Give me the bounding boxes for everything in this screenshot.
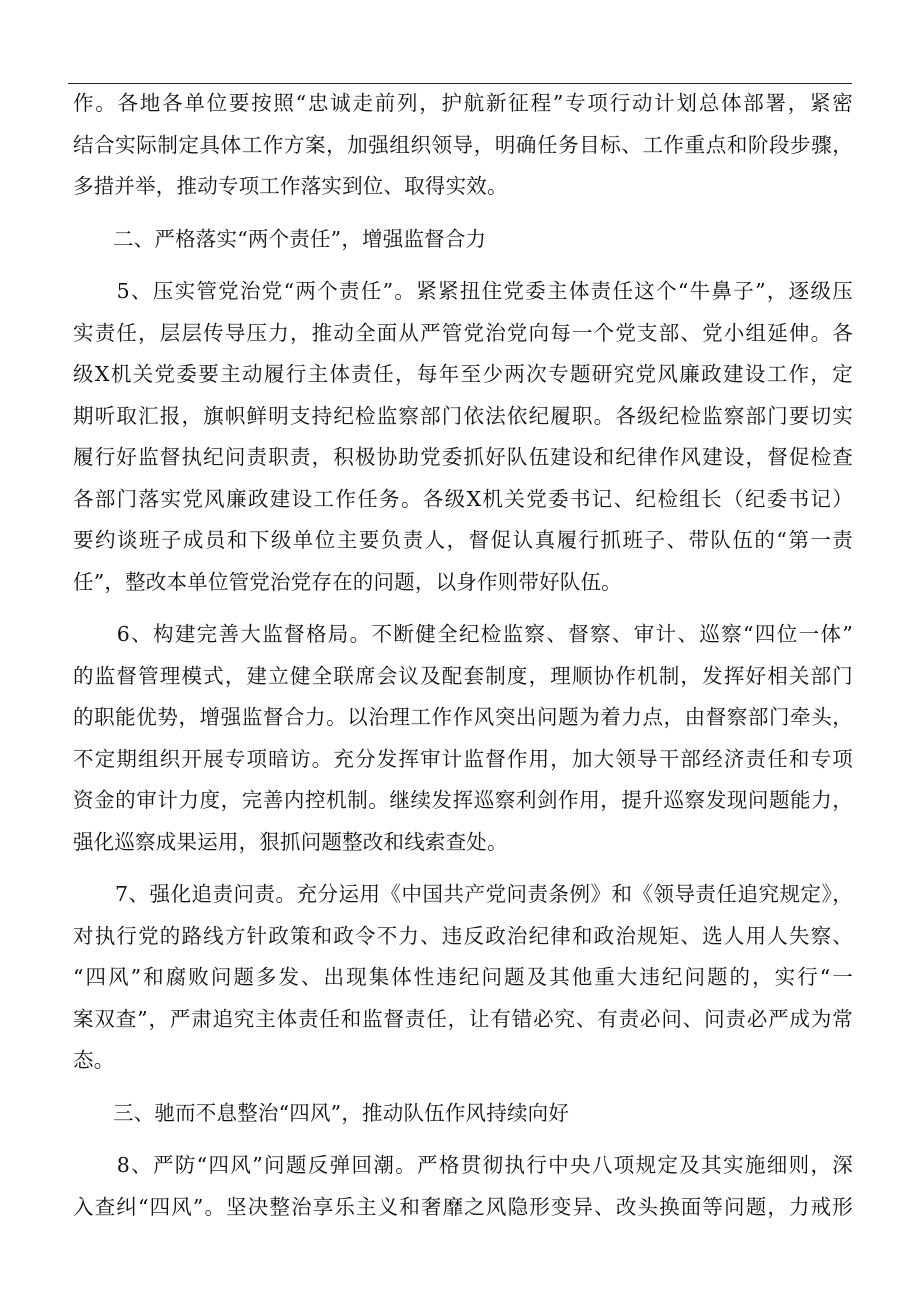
text-line: 履行好监督执纪问责职责，积极协助党委抓好队伍建设和纪律作风建设，督促检查 <box>73 445 853 469</box>
text-line: 结合实际制定具体工作方案，加强组织领导，明确任务目标、工作重点和阶段步骤， <box>73 132 853 157</box>
text-line: 的职能优势，增强监督合力。以治理工作作风突出问题为着力点，由督察部门牵头， <box>73 705 853 729</box>
section-heading-2: 二、严格落实“两个责任”，增强监督合力 <box>113 226 487 251</box>
text-line: 7、强化追责问责。充分运用《中国共产党问责条例》和《领导责任追究规定》， <box>73 882 853 906</box>
paragraph-item-5 <box>73 271 853 603</box>
paragraph-item-8 <box>73 1145 853 1228</box>
document-body <box>73 83 853 1228</box>
text-line: 资金的审计力度，完善内控机制。继续发挥巡察利剑作用，提升巡察发现问题能力， <box>73 788 853 812</box>
text-line: 作。各地各单位要按照“忠诚走前列，护航新征程”专项行动计划总体部署，紧密 <box>73 91 853 115</box>
text-line: 不定期组织开展专项暗访。充分发挥审计监督作用，加大领导干部经济责任和专项 <box>73 746 853 771</box>
text-line: 对执行党的路线方针政策和政令不力、违反政治纪律和政治规矩、选人用人失察、 <box>73 923 853 948</box>
paragraph-item-6 <box>73 614 853 863</box>
section-heading-3: 三、驰而不息整治“四风”，推动队伍作风持续向好 <box>113 1100 570 1125</box>
text-line: 案双查”，严肃追究主体责任和监督责任，让有错必究、有责必问、问责必严成为常 <box>73 1006 853 1031</box>
paragraph-continuation <box>73 83 853 208</box>
text-line: 强化巡察成果运用，狠抓问题整改和线索查处。 <box>73 829 508 854</box>
text-line: 6、构建完善大监督格局。不断健全纪检监察、督察、审计、巡察“四位一体” <box>73 622 853 646</box>
text-line: 多措并举，推动专项工作落实到位、取得实效。 <box>73 174 508 198</box>
text-line: 8、严防“四风”问题反弹回潮。严格贯彻执行中央八项规定及其实施细则，深 <box>73 1153 853 1177</box>
text-line: 要约谈班子成员和下级单位主要负责人，督促认真履行抓班子、带队伍的“第一责 <box>73 528 853 552</box>
text-line: 实责任，层层传导压力，推动全面从严管党治党向每一个党支部、党小组延伸。各 <box>73 320 853 345</box>
paragraph-item-7 <box>73 874 853 1082</box>
text-line: 任”，整改本单位管党治党存在的问题，以身作则带好队伍。 <box>73 569 622 594</box>
text-line: 的监督管理模式，建立健全联席会议及配套制度，理顺协作机制，发挥好相关部门 <box>73 663 853 688</box>
text-line: 5、压实管党治党“两个责任”。紧紧扭住党委主体责任这个“牛鼻子”，逐级压 <box>73 279 853 303</box>
text-line: 态。 <box>73 1048 115 1072</box>
text-line: 入查纠“四风”。坚决整治享乐主义和奢靡之风隐形变异、改头换面等问题，力戒形 <box>73 1194 853 1219</box>
text-line: 级X机关党委要主动履行主体责任，每年至少两次专题研究党风廉政建设工作，定 <box>73 362 853 386</box>
text-line: 各部门落实党风廉政建设工作任务。各级X机关党委书记、纪检组长（纪委书记） <box>73 486 853 511</box>
text-line: “四风”和腐败问题多发、出现集体性违纪问题及其他重大违纪问题的，实行“一 <box>73 965 853 989</box>
text-line: 期听取汇报，旗帜鲜明支持纪检监察部门依法依纪履职。各级纪检监察部门要切实 <box>73 403 853 428</box>
